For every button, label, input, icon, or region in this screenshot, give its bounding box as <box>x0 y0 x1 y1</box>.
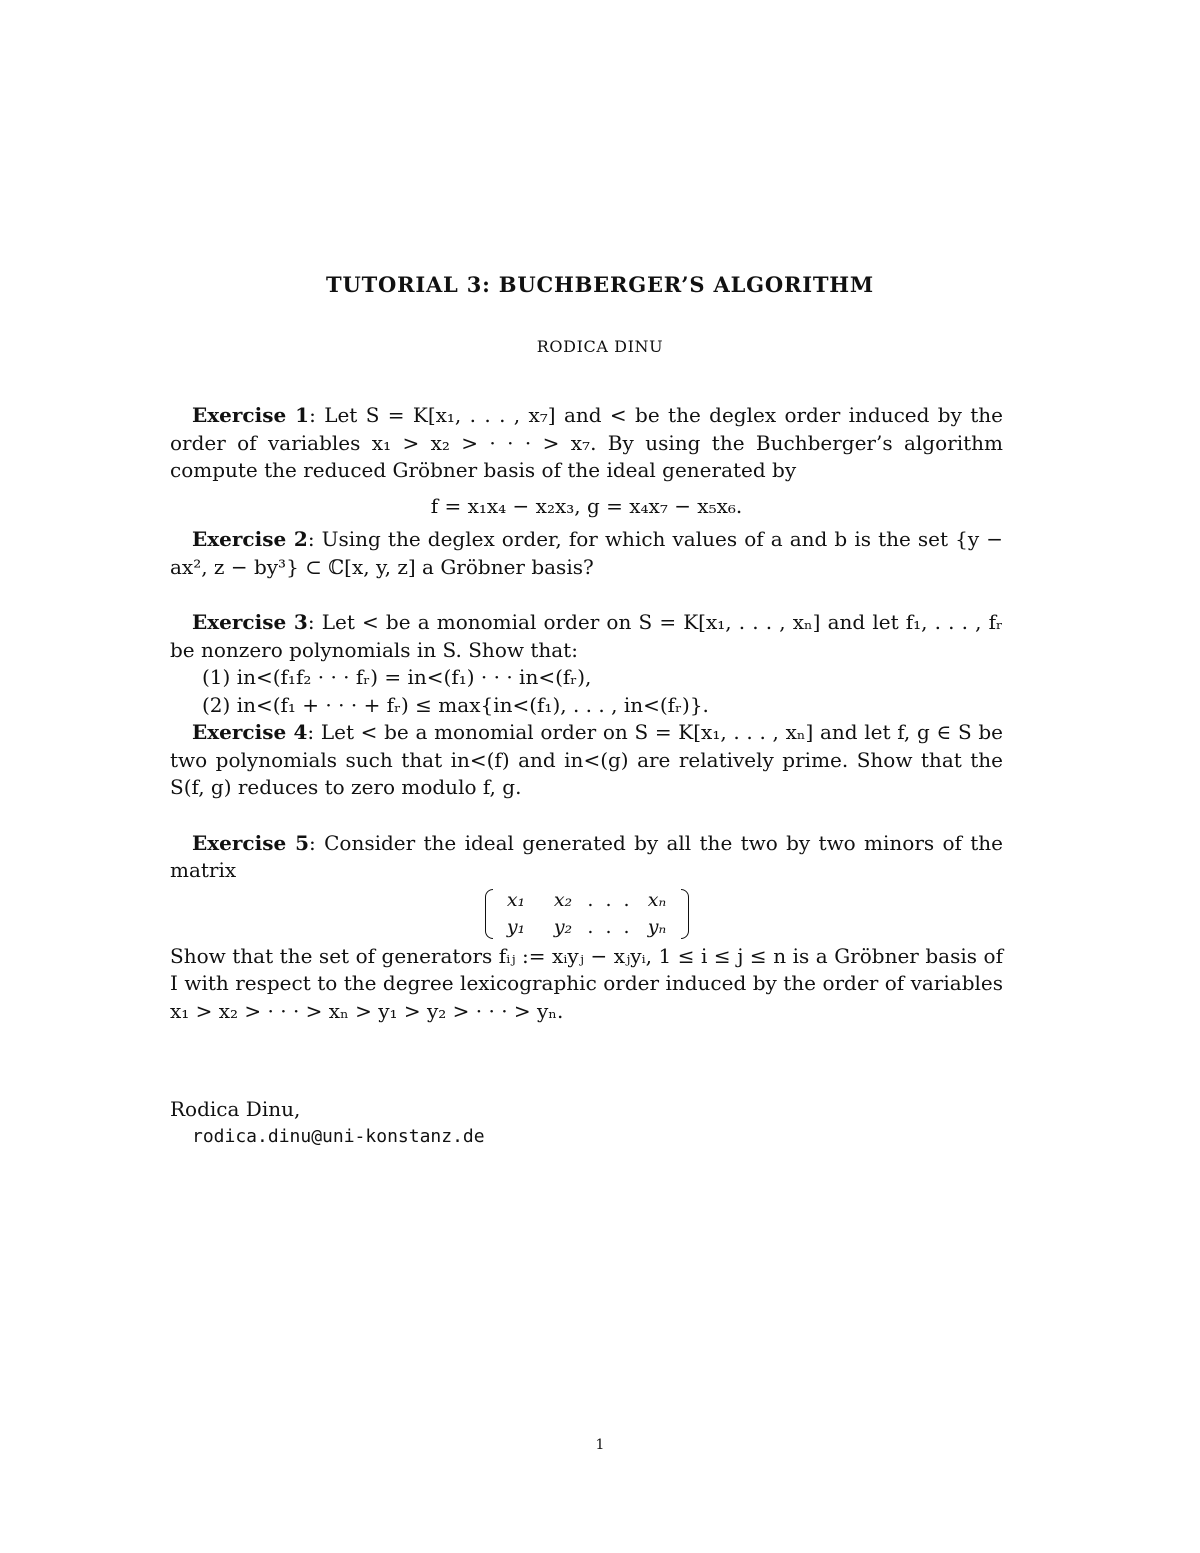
matrix-cell: yₙ <box>647 915 667 938</box>
paper-title: TUTORIAL 3: BUCHBERGER’S ALGORITHM <box>326 272 874 297</box>
matrix-cell: y₁ <box>506 915 526 938</box>
signature-name: Rodica Dinu, <box>170 1097 301 1121</box>
exercise-3: Exercise 3: Let < be a monomial order on S = K[x₁, . . . , xₙ] and let f₁, . . . , fᵣ be nonzero polynomials in S. Show that: <box>170 610 1003 662</box>
minors-matrix <box>485 887 689 941</box>
exercise-1-text: Let S = K[x₁, . . . , x₇] and < be the deglex order induced by the order of variables x₁ > x₂ > · · · > x₇. By using the Buchberger’s algorithm compute the reduced Gröbner basis of the ideal generated by <box>170 403 1003 482</box>
exercise-3-label: Exercise 3 <box>192 610 308 634</box>
exercise-3-text: Let < be a monomial order on S = K[x₁, . . . , xₙ] and let f₁, . . . , fᵣ be nonzero polynomials in S. Show that: <box>170 610 1003 662</box>
exercise-2-label: Exercise 2 <box>192 527 308 551</box>
exercise-1: Exercise 1: Let S = K[x₁, . . . , x₇] and < be the deglex order induced by the order of variables x₁ > x₂ > · · · > x₇. By using the Buchberger’s algorithm compute the reduced Gröbner basis of the ideal generated by <box>170 403 1003 482</box>
matrix-cell: x₂ <box>553 888 573 911</box>
exercise-4-label: Exercise 4 <box>192 720 308 744</box>
matrix-row-1 <box>493 887 681 914</box>
matrix-block <box>170 887 1003 941</box>
exercise-2-text: Using the deglex order, for which values of a and b is the set {y − ax², z − by³} ⊂ ℂ[x, y, z] a Gröbner basis? <box>170 527 1003 579</box>
exercise-5-label: Exercise 5 <box>192 830 310 855</box>
matrix-cell: y₂ <box>553 915 573 938</box>
exercise-1-label: Exercise 1 <box>192 403 310 427</box>
page-number: 1 <box>595 1437 605 1453</box>
exercise-5: Exercise 5: Consider the ideal generated by all the two by two minors of the matrix <box>170 830 1003 882</box>
document-body <box>170 402 1003 1025</box>
exercise-4-text: Let < be a monomial order on S = K[x₁, . . . , xₙ] and let f, g ∈ S be two polynomials such that in<(f) and in<(g) are relatively prime. Show that the S(f, g) reduces to zero modulo f, g. <box>170 720 1003 799</box>
exercise-4: Exercise 4: Let < be a monomial order on S = K[x₁, . . . , xₙ] and let f, g ∈ S be two polynomials such that in<(f) and in<(g) are relatively prime. Show that the S(f, g) reduces to zero modulo f, g. <box>170 720 1003 799</box>
exercise-3-item-1: (1) in<(f₁f₂ · · · fᵣ) = in<(f₁) · · · in<(fᵣ), <box>202 665 592 689</box>
exercise-5-text: Consider the ideal generated by all the two by two minors of the matrix <box>170 830 1003 882</box>
signature-email[interactable]: rodica.dinu@uni-konstanz.de <box>192 1126 485 1147</box>
exercise-5-continuation: Show that the set of generators fᵢⱼ := xᵢyⱼ − xⱼyᵢ, 1 ≤ i ≤ j ≤ n is a Gröbner basis of I with respect to the degree lexicographic order induced by the order of variables x₁ > x₂ > · · · > xₙ > y₁ > y₂ > · · · > yₙ. <box>170 943 1003 1023</box>
signature-block <box>170 1095 485 1151</box>
paper-author: RODICA DINU <box>536 337 664 356</box>
matrix-cell: xₙ <box>647 888 667 911</box>
exercise-2: Exercise 2: Using the deglex order, for which values of a and b is the set {y − ax², z − by³} ⊂ ℂ[x, y, z] a Gröbner basis? <box>170 527 1003 579</box>
matrix-cell: . . . <box>587 915 633 938</box>
exercise-1-equation: f = x₁x₄ − x₂x₃, g = x₄x₇ − x₅x₆. <box>430 493 743 518</box>
matrix-cell: . . . <box>587 888 633 911</box>
matrix-cell: x₁ <box>506 888 526 911</box>
matrix-row-2 <box>493 914 681 941</box>
exercise-3-item-2: (2) in<(f₁ + · · · + fᵣ) ≤ max{in<(f₁), . . . , in<(fᵣ)}. <box>202 692 709 717</box>
